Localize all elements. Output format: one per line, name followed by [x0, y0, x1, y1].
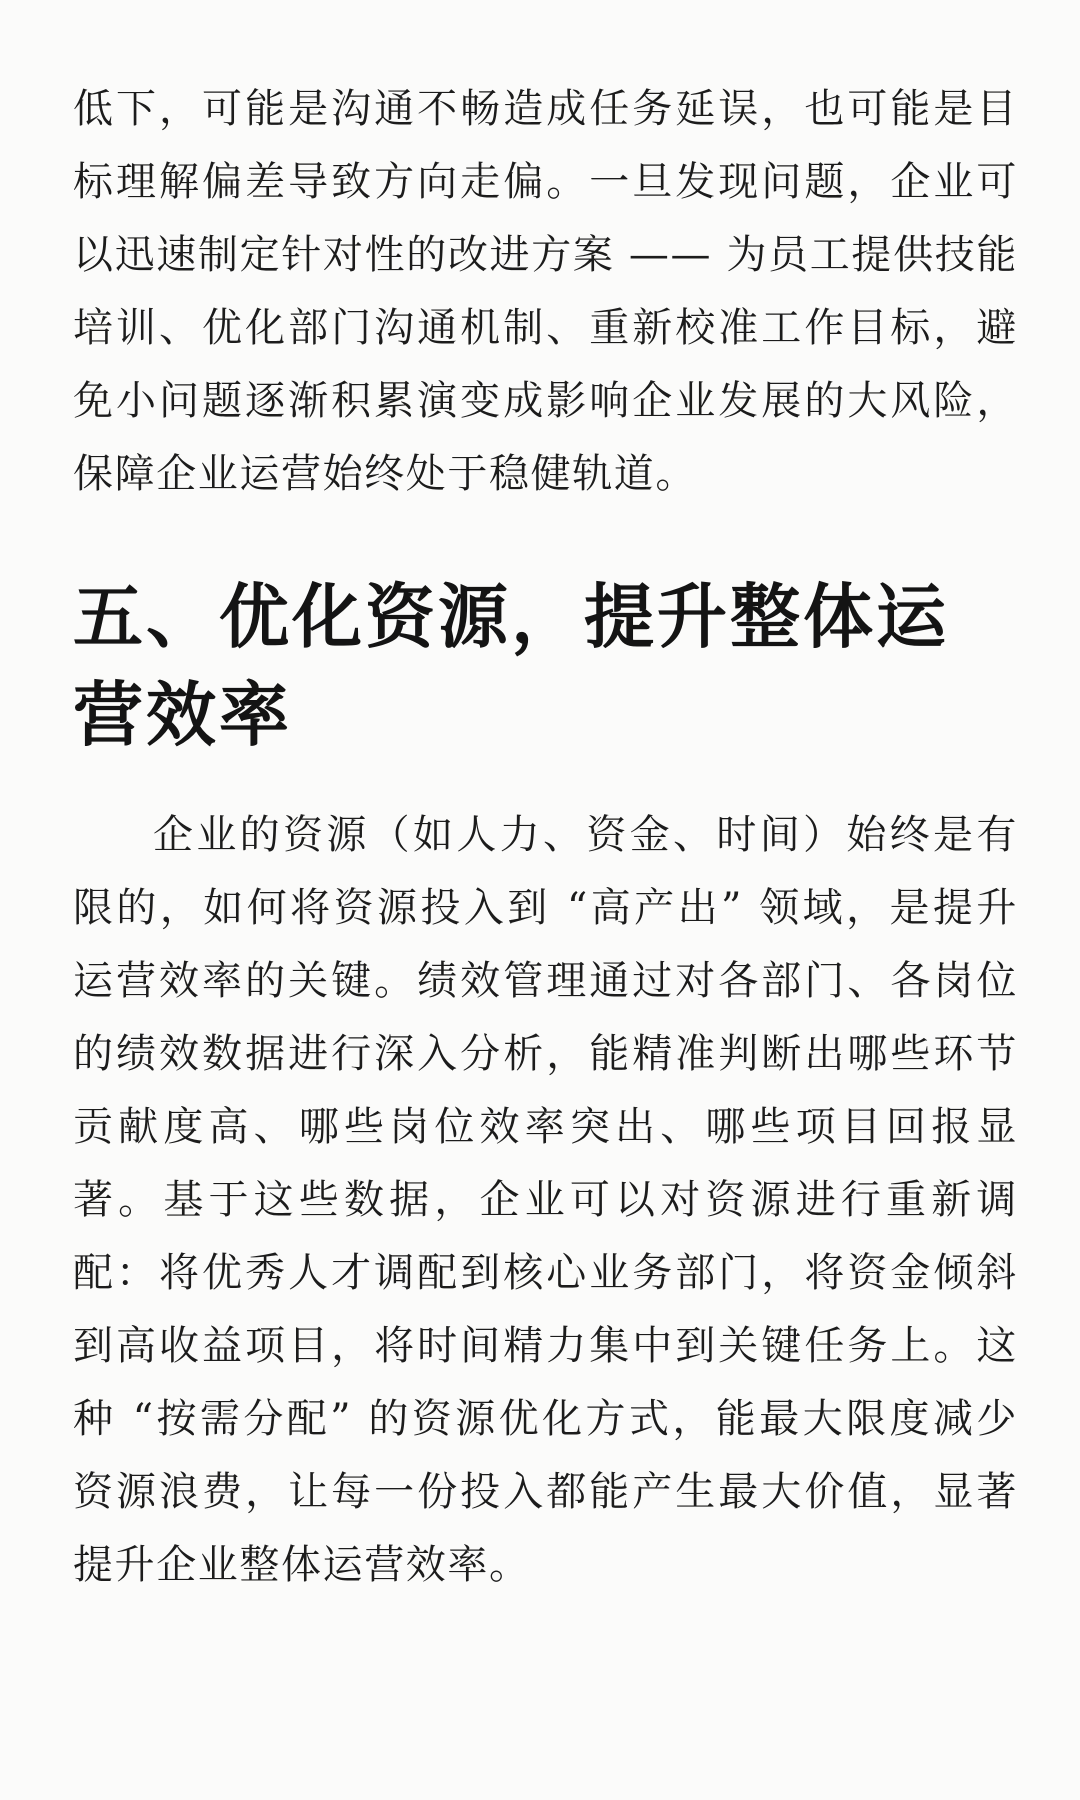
intro-paragraph: 低下，可能是沟通不畅造成任务延误，也可能是目标理解偏差导致方向走偏。一旦发现问题，企业可以迅速制定针对性的改进方案 —— 为员工提供技能培训、优化部门沟通机制、重新校准工作目标，避免小问题逐渐积累演变成影响企业发展的大风险，保障企业运营始终处于稳健轨道。	[73, 86, 1018, 497]
section-heading: 五、优化资源，提升整体运营效率	[73, 575, 949, 756]
section-paragraph: 企业的资源（如人力、资金、时间）始终是有限的，如何将资源投入到 “高产出” 领域，是提升运营效率的关键。绩效管理通过对各部门、各岗位的绩效数据进行深入分析，能精准判断出哪些环节贡献度高、哪些岗位效率突出、哪些项目回报显著。基于这些数据，企业可以对资源进行重新调配：将优秀人才调配到核心业务部门，将资金倾斜到高收益项目，将时间精力集中到关键任务上。这种 “按需分配” 的资源优化方式，能最大限度减少资源浪费，让每一份投入都能产生最大价值，显著提升企业整体运营效率。	[73, 812, 1018, 1588]
